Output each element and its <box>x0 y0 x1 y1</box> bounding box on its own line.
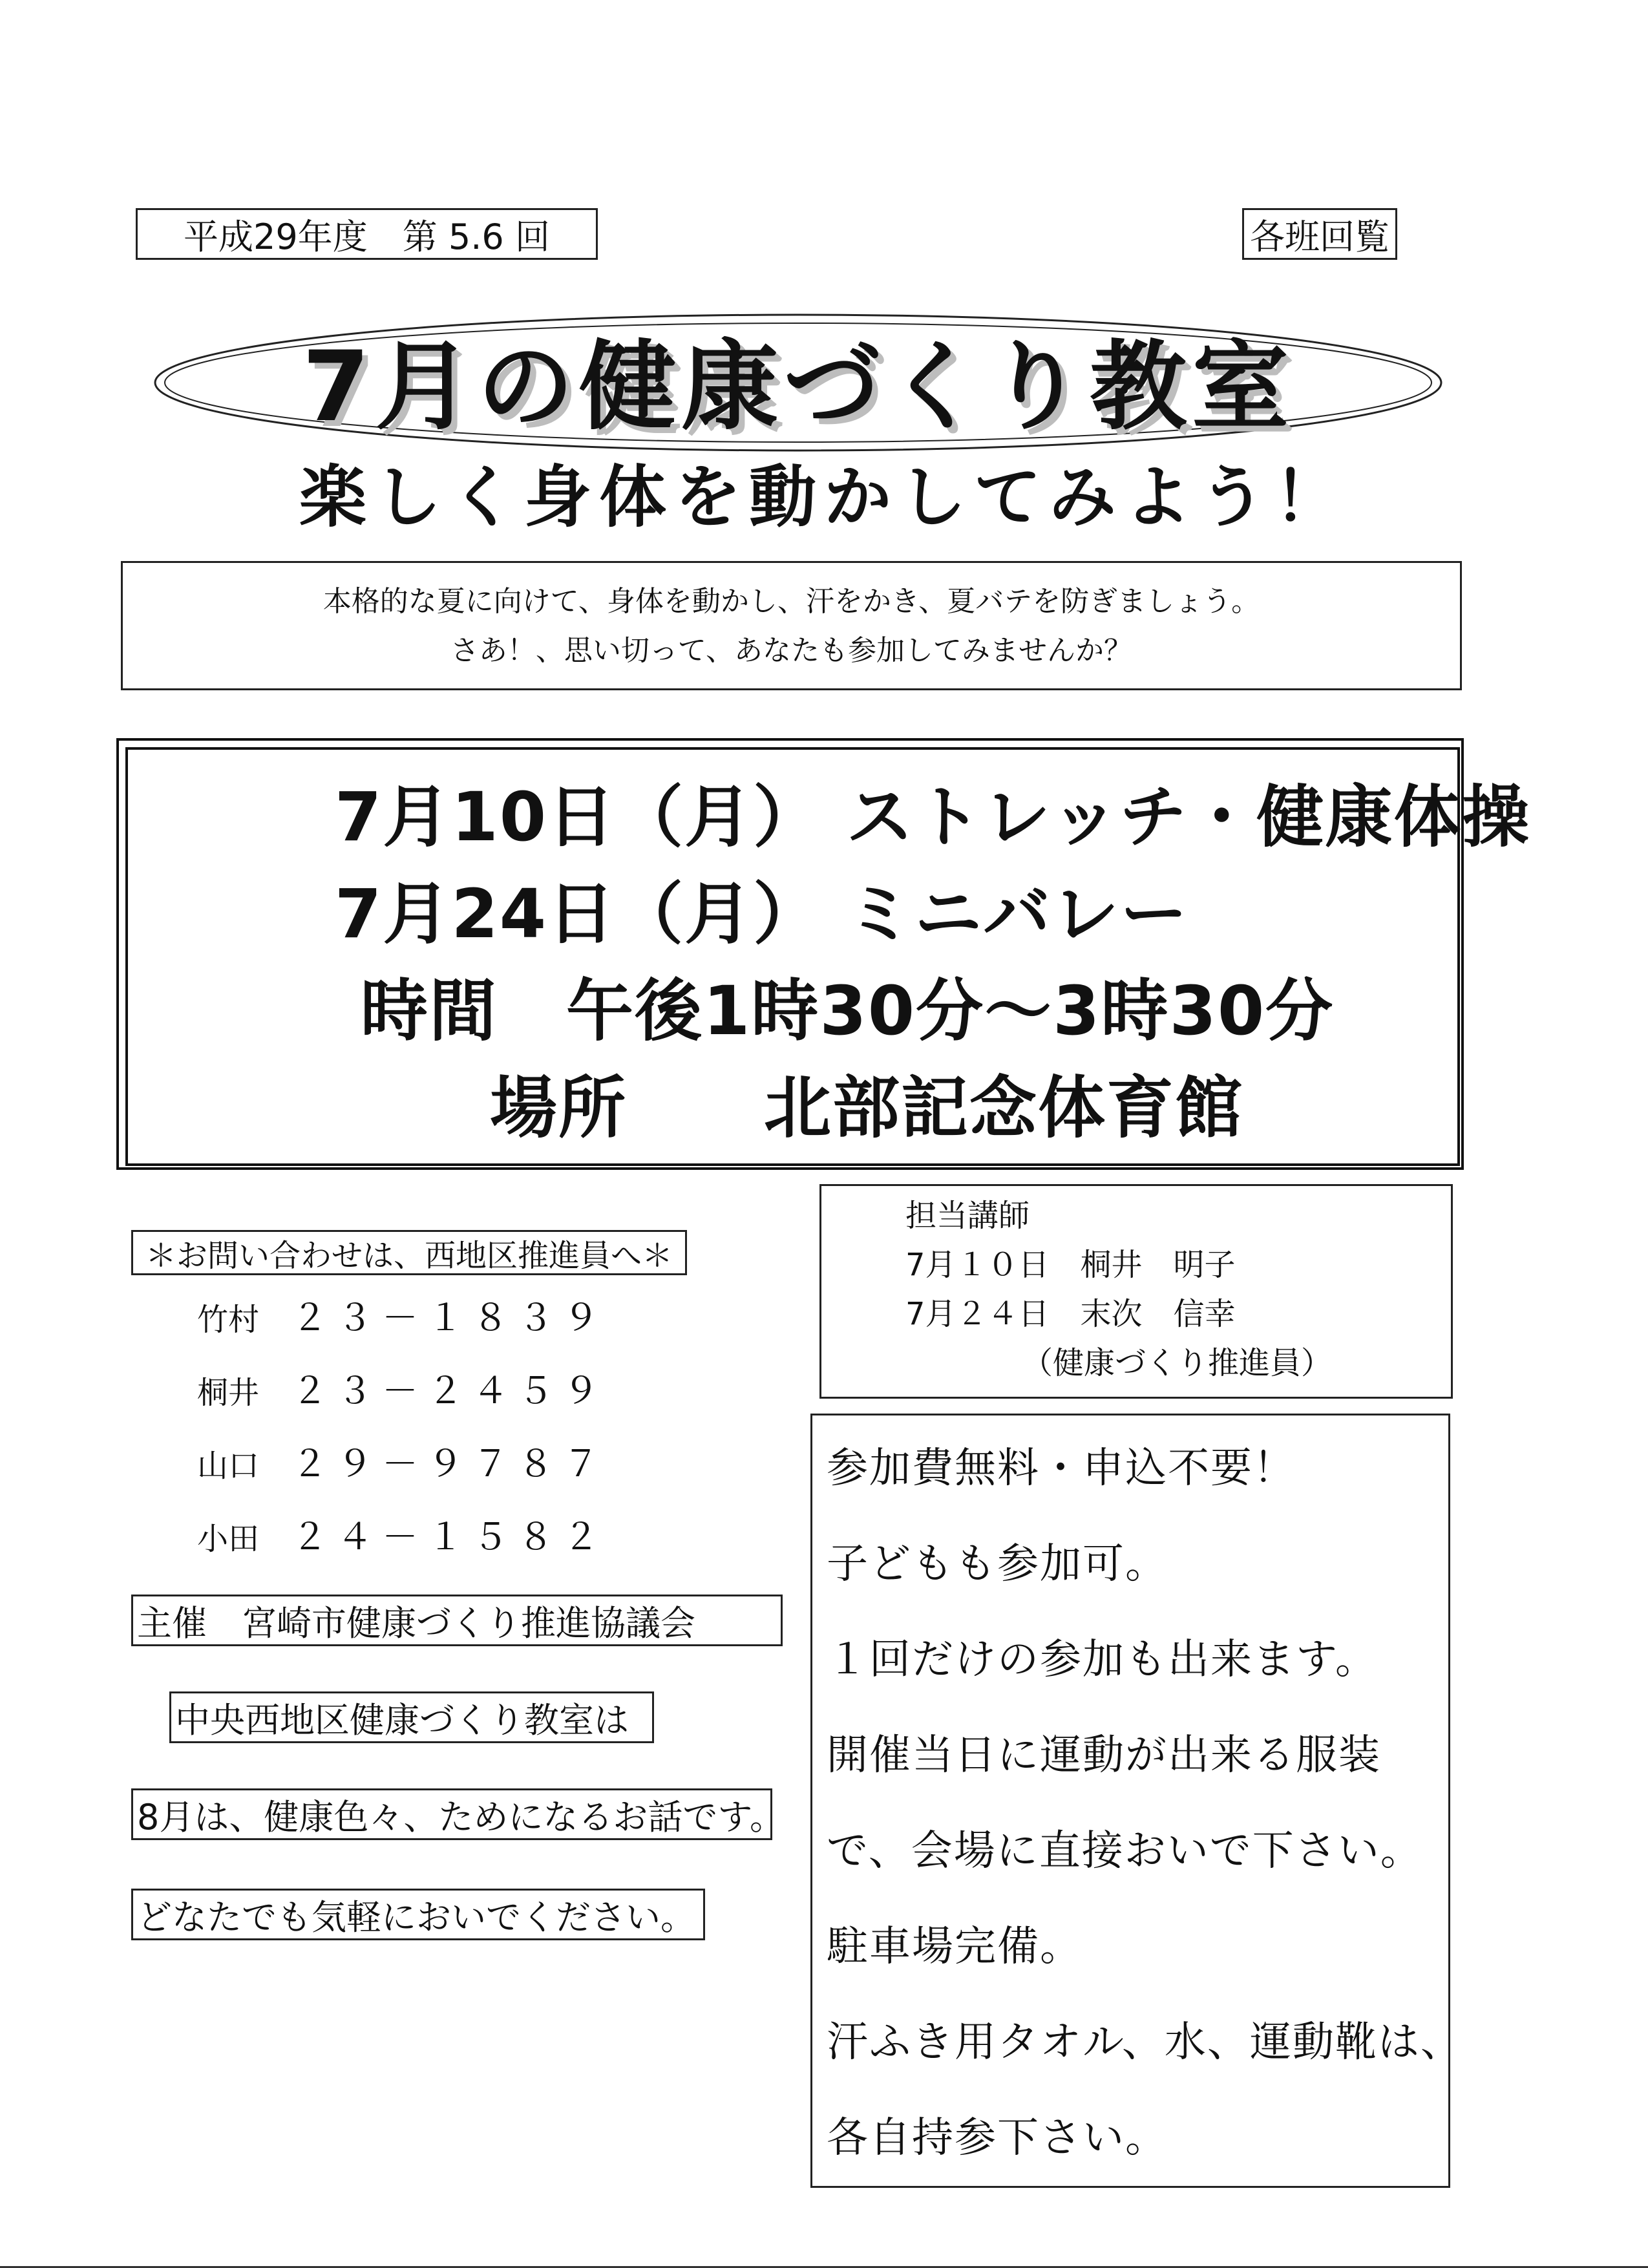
schedule-inner-frame <box>125 747 1531 1166</box>
intro-line-1: 本格的な夏に向けて、身体を動かし、汗をかき、夏バテを防ぎましょう。 <box>322 585 1260 618</box>
info-line: 汗ふき用タオル、水、運動靴は、 <box>827 2019 1463 2066</box>
schedule-session-1: 7月10日（月） ストレッチ・健康体操 <box>335 778 1531 856</box>
info-line: 各自持参下さい。 <box>827 2114 1168 2162</box>
intro-box <box>121 561 1462 690</box>
schedule-place: 場所 北部記念体育館 <box>490 1068 1244 1147</box>
contact-name: 竹村 <box>197 1302 260 1338</box>
schedule-session-2: 7月24日（月） ミニバレー <box>335 874 1189 953</box>
contact-heading: ＊お問い合わせは、西地区推進員へ＊ <box>131 1230 687 1275</box>
contact-name: 桐井 <box>197 1375 260 1411</box>
schedule-time: 時間 午後1時30分～3時30分 <box>361 971 1335 1050</box>
contact-phone: ２９－９７８７ <box>291 1443 609 1485</box>
notice-line: 8月は、健康色々、ためになるお話です。 <box>131 1788 772 1840</box>
info-line: で、会場に直接おいで下さい。 <box>827 1827 1423 1875</box>
contact-phone: ２３－１８３９ <box>291 1297 609 1339</box>
instructor-line-1: 7月１０日 桐井 明子 <box>905 1247 1236 1283</box>
contact-row <box>197 1509 608 1560</box>
organizer-label: 主催 宮崎市健康づくり推進協議会 <box>131 1595 783 1646</box>
contact-row <box>197 1362 608 1414</box>
contact-name: 小田 <box>197 1521 260 1557</box>
info-line: 駐車場完備。 <box>827 1923 1083 1971</box>
instructor-line-3: （健康づくり推進員） <box>1022 1345 1333 1381</box>
main-title: 7月の健康づくり教室 <box>302 331 1294 443</box>
info-line: 子どもも参加可。 <box>827 1540 1168 1588</box>
info-line: １回だけの参加も出来ます。 <box>827 1636 1378 1684</box>
contact-row <box>197 1436 608 1487</box>
subtitle: 楽しく身体を動かしてみよう！ <box>299 458 1349 536</box>
instructor-heading: 担当講師 <box>905 1198 1030 1234</box>
contact-phone: ２３－２４５９ <box>291 1370 609 1412</box>
contact-row <box>197 1289 608 1341</box>
schedule-box <box>116 738 1531 1170</box>
issue-label: 平成29年度 第 5.6 回 <box>136 208 598 260</box>
circulation-label: 各班回覧 <box>1242 208 1397 260</box>
contact-phone: ２４－１５８２ <box>291 1516 609 1558</box>
notice-line: 中央西地区健康づくり教室は <box>169 1691 654 1743</box>
info-box <box>810 1414 1463 2188</box>
info-line: 参加費無料・申込不要！ <box>827 1445 1296 1492</box>
instructor-box <box>819 1184 1453 1399</box>
contact-name: 山口 <box>197 1448 260 1484</box>
notice-line: どなたでも気軽においでください。 <box>131 1889 705 1940</box>
instructor-line-2: 7月２４日 末次 信幸 <box>905 1296 1236 1332</box>
intro-line-2: さあ！、思い切って、あなたも参加してみませんか？ <box>450 634 1133 667</box>
info-line: 開催当日に運動が出来る服装 <box>827 1732 1381 1779</box>
